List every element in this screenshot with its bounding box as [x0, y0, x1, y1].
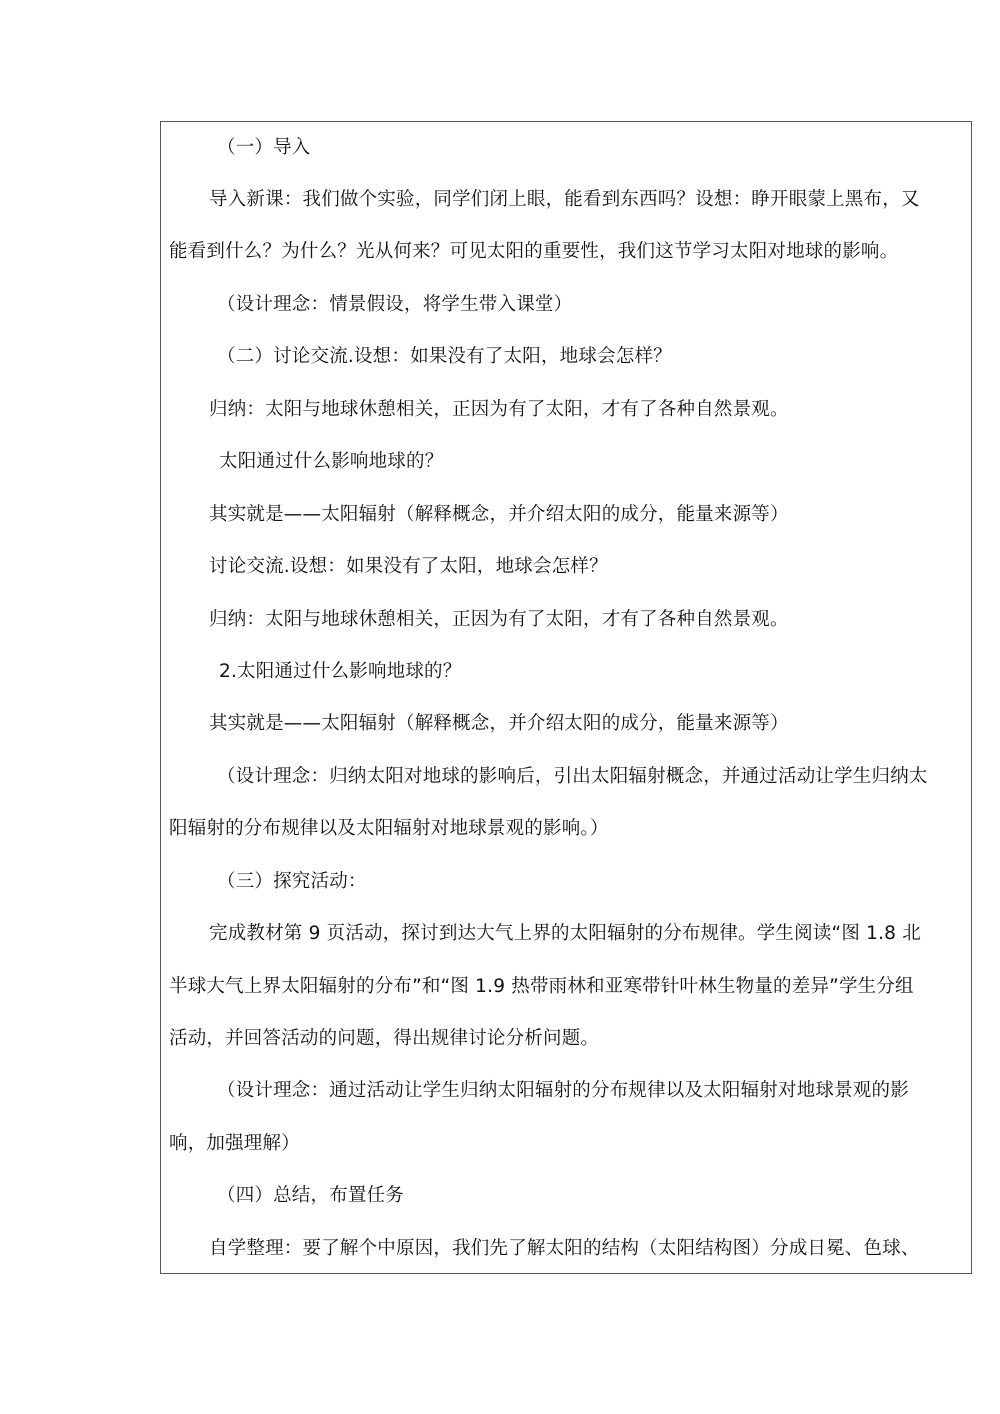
- paragraph-line: 归纳：太阳与地球休憩相关，正因为有了太阳，才有了各种自然景观。: [209, 399, 789, 420]
- lesson-plan-table-cell: [160, 121, 972, 1274]
- design-concept-note: （设计理念：归纳太阳对地球的影响后，引出太阳辐射概念，并通过活动让学生归纳太: [217, 766, 928, 787]
- design-concept-note: 响，加强理解）: [169, 1133, 300, 1154]
- paragraph-line: 讨论交流.设想：如果没有了太阳，地球会怎样？: [209, 556, 608, 577]
- section-heading-inquiry: （三）探究活动：: [217, 871, 367, 892]
- paragraph-line: 完成教材第 9 页活动，探讨到达大气上界的太阳辐射的分布规律。学生阅读“图 1.8 北: [209, 923, 921, 944]
- paragraph-line: 活动，并回答活动的问题，得出规律讨论分析问题。: [169, 1028, 600, 1049]
- paragraph-line: 自学整理：要了解个中原因，我们先了解太阳的结构（太阳结构图）分成日冕、色球、: [209, 1238, 920, 1259]
- section-heading-summary: （四）总结，布置任务: [217, 1185, 405, 1206]
- design-concept-note: （设计理念：情景假设，将学生带入课堂）: [217, 294, 573, 315]
- paragraph-line: 归纳：太阳与地球休憩相关，正因为有了太阳，才有了各种自然景观。: [209, 609, 789, 630]
- paragraph-line: 其实就是——太阳辐射（解释概念，并介绍太阳的成分，能量来源等）: [209, 713, 789, 734]
- section-heading-discussion: （二）讨论交流.设想：如果没有了太阳，地球会怎样？: [217, 346, 672, 367]
- paragraph-line: 能看到什么？为什么？光从何来？可见太阳的重要性，我们这节学习太阳对地球的影响。: [169, 241, 899, 262]
- section-heading-intro: （一）导入: [217, 137, 311, 158]
- paragraph-line: 其实就是——太阳辐射（解释概念，并介绍太阳的成分，能量来源等）: [209, 504, 789, 525]
- paragraph-line: 2.太阳通过什么影响地球的？: [219, 661, 462, 682]
- paragraph-line: 半球大气上界太阳辐射的分布”和“图 1.9 热带雨林和亚寒带针叶林生物量的差异”学生分组: [169, 976, 914, 997]
- design-concept-note: 阳辐射的分布规律以及太阳辐射对地球景观的影响。）: [169, 818, 609, 839]
- paragraph-line: 导入新课：我们做个实验，同学们闭上眼，能看到东西吗？设想：睁开眼蒙上黑布，又: [209, 189, 920, 210]
- paragraph-line: 太阳通过什么影响地球的？: [219, 451, 444, 472]
- design-concept-note: （设计理念：通过活动让学生归纳太阳辐射的分布规律以及太阳辐射对地球景观的影: [217, 1080, 909, 1101]
